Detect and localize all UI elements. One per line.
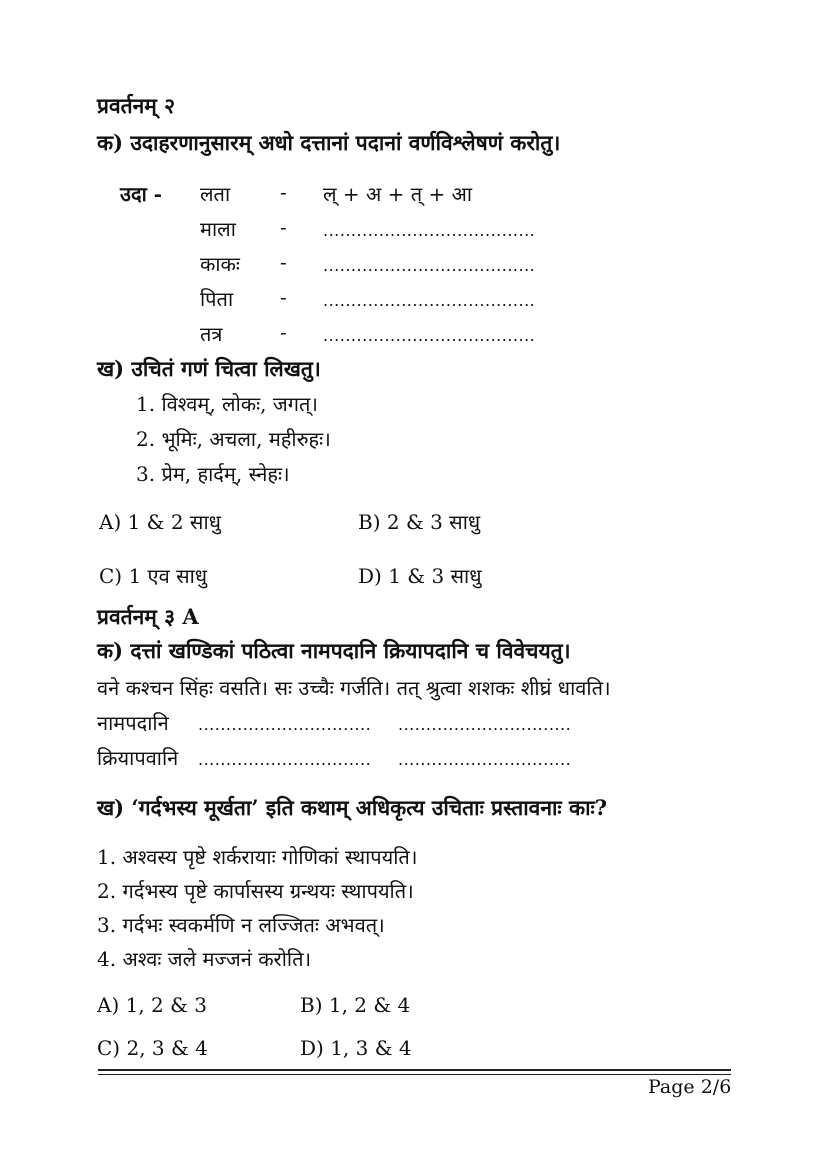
answer-blank-2[interactable]: ...................................... (323, 221, 536, 240)
section-heading-3a: प्रवर्तनम् ३ A (97, 604, 199, 629)
noun-blank-1[interactable]: ............................... (198, 715, 372, 734)
group-3: 3. प्रेम, हार्दम्, स्नेहः। (136, 462, 290, 486)
verb-label: क्रियापवानि (97, 746, 179, 770)
word-1: लता (200, 182, 231, 206)
word-5: तत्र (200, 322, 223, 346)
dash-1: - (280, 180, 287, 204)
option-b-2[interactable]: B) 1, 2 & 4 (300, 993, 411, 1017)
noun-blank-2[interactable]: ............................... (398, 715, 572, 734)
group-1: 1. विश्वम्, लोकः, जगत्। (136, 392, 318, 416)
option-d-1[interactable]: D) 1 & 3 साधु (358, 564, 482, 588)
dash-4: - (280, 285, 287, 309)
page-number: Page 2/6 (648, 1076, 732, 1098)
dash-5: - (280, 320, 287, 344)
verb-blank-1[interactable]: ............................... (198, 750, 372, 769)
option-a-2[interactable]: A) 1, 2 & 3 (97, 993, 208, 1017)
verb-blank-2[interactable]: ............................... (398, 750, 572, 769)
answer-blank-3[interactable]: ...................................... (323, 256, 536, 275)
answer-blank-5[interactable]: ...................................... (323, 326, 536, 345)
question-kha-group: ख) उचितं गणं चित्वा लिखतु। (97, 356, 321, 381)
dash-2: - (280, 215, 287, 239)
option-d-2[interactable]: D) 1, 3 & 4 (300, 1036, 412, 1060)
passage-text: वने कश्चन सिंहः वसति। सः उच्चैः गर्जति। तत् श्रुत्वा शशकः शीघ्रं धावति। (97, 676, 611, 700)
statement-1: 1. अश्वस्य पृष्टे शर्करायाः गोणिकां स्थापयति। (97, 845, 418, 869)
word-3: काकः (200, 252, 240, 276)
statement-4: 4. अश्वः जले मज्जनं करोति। (97, 947, 312, 971)
footer-rule-thin (98, 1074, 731, 1075)
answer-1: ल् + अ + त् + आ (323, 182, 473, 206)
dash-3: - (280, 250, 287, 274)
section-heading-2: प्रवर्तनम् २ (97, 93, 176, 118)
word-4: पिता (200, 287, 234, 311)
option-b-1[interactable]: B) 2 & 3 साधु (358, 510, 481, 534)
statement-2: 2. गर्दभस्य पृष्टे कार्पासस्य ग्रन्थयः स्थापयति। (97, 879, 414, 903)
question-ka-passage: क) दत्तां खण्डिकां पठित्वा नामपदानि क्रियापदानि च विवेचयतु। (97, 638, 571, 663)
footer-rule-thick (98, 1069, 731, 1071)
answer-blank-4[interactable]: ...................................... (323, 291, 536, 310)
noun-label: नामपदानि (97, 711, 169, 735)
question-ka-analysis: क) उदाहरणानुसारम् अधो दत्तानां पदानां वर्णविश्लेषणं करोतु। (97, 130, 561, 155)
option-c-1[interactable]: C) 1 एव साधु (99, 564, 208, 588)
word-2: माला (200, 217, 236, 241)
statement-3: 3. गर्दभः स्वकर्मणि न लज्जितः अभवत्। (97, 913, 385, 937)
question-kha-story: ख) ‘गर्दभस्य मूर्खता’ इति कथाम् अधिकृत्य उचिताः प्रस्तावनाः काः? (97, 795, 608, 820)
option-c-2[interactable]: C) 2, 3 & 4 (97, 1036, 208, 1060)
option-a-1[interactable]: A) 1 & 2 साधु (99, 510, 221, 534)
group-2: 2. भूमिः, अचला, महीरुहः। (136, 427, 331, 451)
example-label: उदा - (120, 182, 163, 206)
